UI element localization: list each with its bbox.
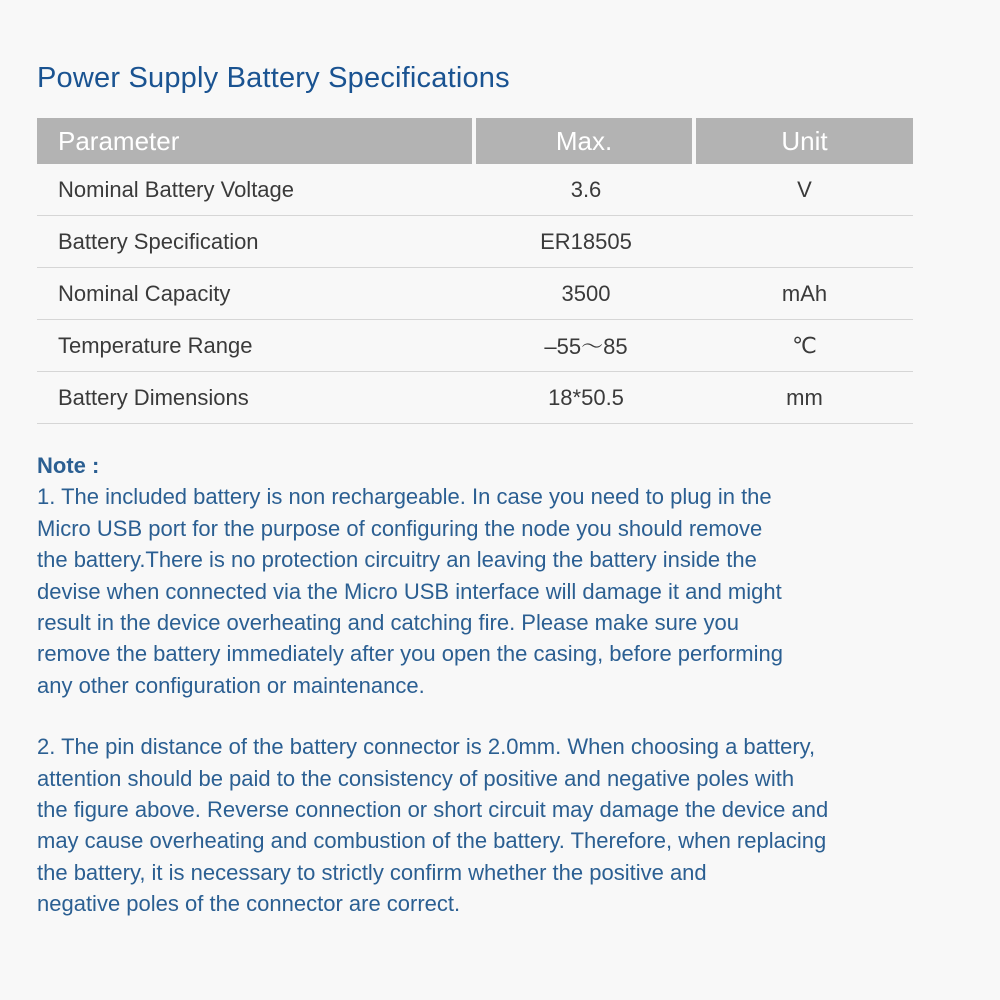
cell-max: –55～85 bbox=[544, 334, 628, 359]
cell-max: 3500 bbox=[561, 280, 611, 306]
cell-parameter: Battery Specification bbox=[58, 228, 259, 254]
table-row bbox=[37, 164, 913, 216]
battery-spec-table bbox=[37, 118, 913, 424]
note-line: any other configuration or maintenance. bbox=[37, 672, 425, 698]
cell-parameter: Nominal Capacity bbox=[58, 280, 231, 306]
table-row bbox=[37, 372, 913, 424]
header-parameter: Parameter bbox=[37, 118, 472, 164]
note-line: devise when connected via the Micro USB interface will damage it and might bbox=[37, 578, 782, 604]
note-line: the battery.There is no protection circuitry an leaving the battery inside the bbox=[37, 547, 757, 573]
cell-unit: mAh bbox=[781, 280, 828, 306]
note-line: may cause overheating and combustion of the battery. Therefore, when replacing bbox=[37, 828, 827, 854]
cell-unit: V bbox=[797, 176, 812, 202]
note-line: negative poles of the connector are correct. bbox=[37, 891, 461, 917]
note-line: the figure above. Reverse connection or short circuit may damage the device and bbox=[37, 797, 829, 823]
page-title: Power Supply Battery Specifications bbox=[37, 62, 510, 94]
cell-parameter: Nominal Battery Voltage bbox=[58, 176, 295, 202]
note-line: 1. The included battery is non rechargeable. In case you need to plug in the bbox=[37, 484, 772, 510]
cell-unit: mm bbox=[786, 384, 823, 410]
note-title: Note : bbox=[37, 453, 100, 478]
cell-max: 3.6 bbox=[570, 176, 602, 202]
cell-max: 18*50.5 bbox=[548, 384, 624, 410]
cell-unit: ℃ bbox=[792, 332, 817, 358]
table-row bbox=[37, 320, 913, 372]
header-max: Max. bbox=[476, 118, 692, 164]
note-line: attention should be paid to the consistency of positive and negative poles with bbox=[37, 765, 795, 791]
table-row bbox=[37, 216, 913, 268]
note-line: result in the device overheating and catching fire. Please make sure you bbox=[37, 610, 739, 636]
table-row bbox=[37, 268, 913, 320]
cell-parameter: Battery Dimensions bbox=[58, 384, 249, 410]
cell-unit bbox=[696, 216, 913, 267]
note-paragraph-1 bbox=[37, 481, 977, 701]
cell-parameter: Temperature Range bbox=[58, 332, 253, 358]
note-section bbox=[37, 450, 977, 920]
note-paragraph-2 bbox=[37, 731, 977, 919]
cell-max: ER18505 bbox=[540, 228, 632, 254]
table-header-row bbox=[37, 118, 913, 164]
header-unit: Unit bbox=[696, 118, 913, 164]
note-line: remove the battery immediately after you open the casing, before performing bbox=[37, 641, 783, 667]
note-line: the battery, it is necessary to strictly confirm whether the positive and bbox=[37, 859, 707, 885]
note-line: 2. The pin distance of the battery connector is 2.0mm. When choosing a battery, bbox=[37, 734, 816, 760]
note-line: Micro USB port for the purpose of configuring the node you should remove bbox=[37, 515, 763, 541]
